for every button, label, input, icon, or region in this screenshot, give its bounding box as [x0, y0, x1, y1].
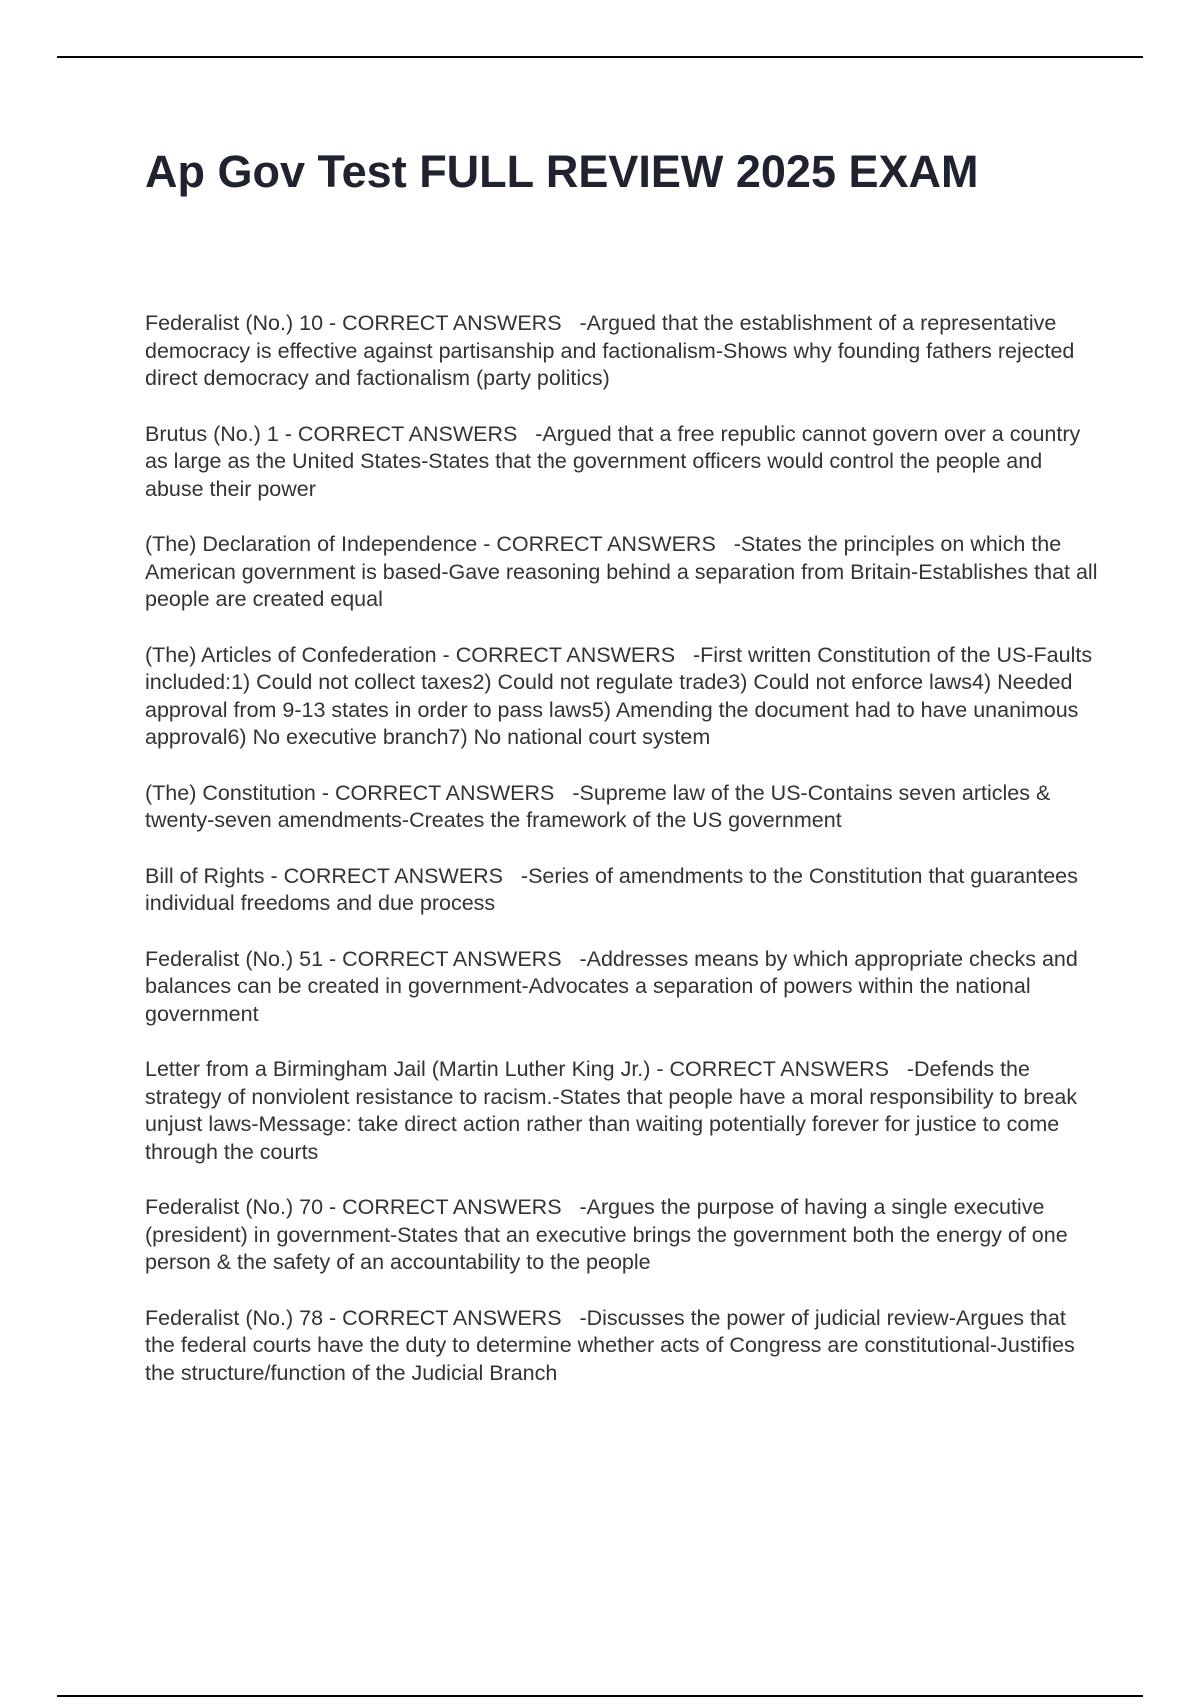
entry-letter-birmingham-jail: Letter from a Birmingham Jail (Martin Luther King Jr.) - CORRECT ANSWERS -Defends the strategy of nonviolent resistance to racism.-States that people have a moral responsibility to break unjust laws-Message: take direct action rather than waiting potentially forever for justice to come through the courts	[145, 1057, 1084, 1164]
entry-bill-of-rights: Bill of Rights - CORRECT ANSWERS -Series of amendments to the Constitution that guarantees individual freedoms and due process	[145, 863, 1084, 915]
review-entries	[145, 310, 1104, 1415]
entry-brutus-1: Brutus (No.) 1 - CORRECT ANSWERS -Argued that a free republic cannot govern over a country as large as the United States-States that the government officers would control the people and abuse their power	[145, 421, 1087, 501]
entry-constitution: (The) Constitution - CORRECT ANSWERS -Supreme law of the US-Contains seven articles & twenty-seven amendments-Creates the framework of the US government	[145, 780, 1057, 832]
entry-federalist-10: Federalist (No.) 10 - CORRECT ANSWERS -Argued that the establishment of a representative democracy is effective against partisanship and factionalism-Shows why founding fathers rejected direct democracy and factionalism (party politics)	[145, 311, 1081, 390]
entry-federalist-70: Federalist (No.) 70 - CORRECT ANSWERS -Argues the purpose of having a single executive (president) in government-States that an executive brings the government both the energy of one person & the safety of an accountability to the people	[145, 1195, 1074, 1274]
entry-federalist-78: Federalist (No.) 78 - CORRECT ANSWERS -Discusses the power of judicial review-Argues that the federal courts have the duty to determine whether acts of Congress are constitutional-Justifies the structure/function of the Judicial Branch	[145, 1305, 1081, 1385]
entry-declaration-of-independence: (The) Declaration of Independence - CORRECT ANSWERS -States the principles on which the American government is based-Gave reasoning behind a separation from Britain-Establishes that all people are created equal	[145, 532, 1104, 611]
page-title: Ap Gov Test FULL REVIEW 2025 EXAM	[145, 146, 979, 197]
entry-federalist-51: Federalist (No.) 51 - CORRECT ANSWERS -Addresses means by which appropriate checks and balances can be created in government-Advocates a separation of powers within the national government	[145, 946, 1084, 1026]
top-rule	[57, 56, 1143, 58]
entry-articles-of-confederation: (The) Articles of Confederation - CORRECT ANSWERS -First written Constitution of the US-Faults included:1) Could not collect taxes2) Could not regulate trade3) Could not enforce laws4) Needed approval from 9-13 states in order to pass laws5) Amending the document had to have unanimous approval6) No executive branch7) No national court system	[145, 642, 1099, 749]
bottom-rule	[57, 1695, 1143, 1697]
